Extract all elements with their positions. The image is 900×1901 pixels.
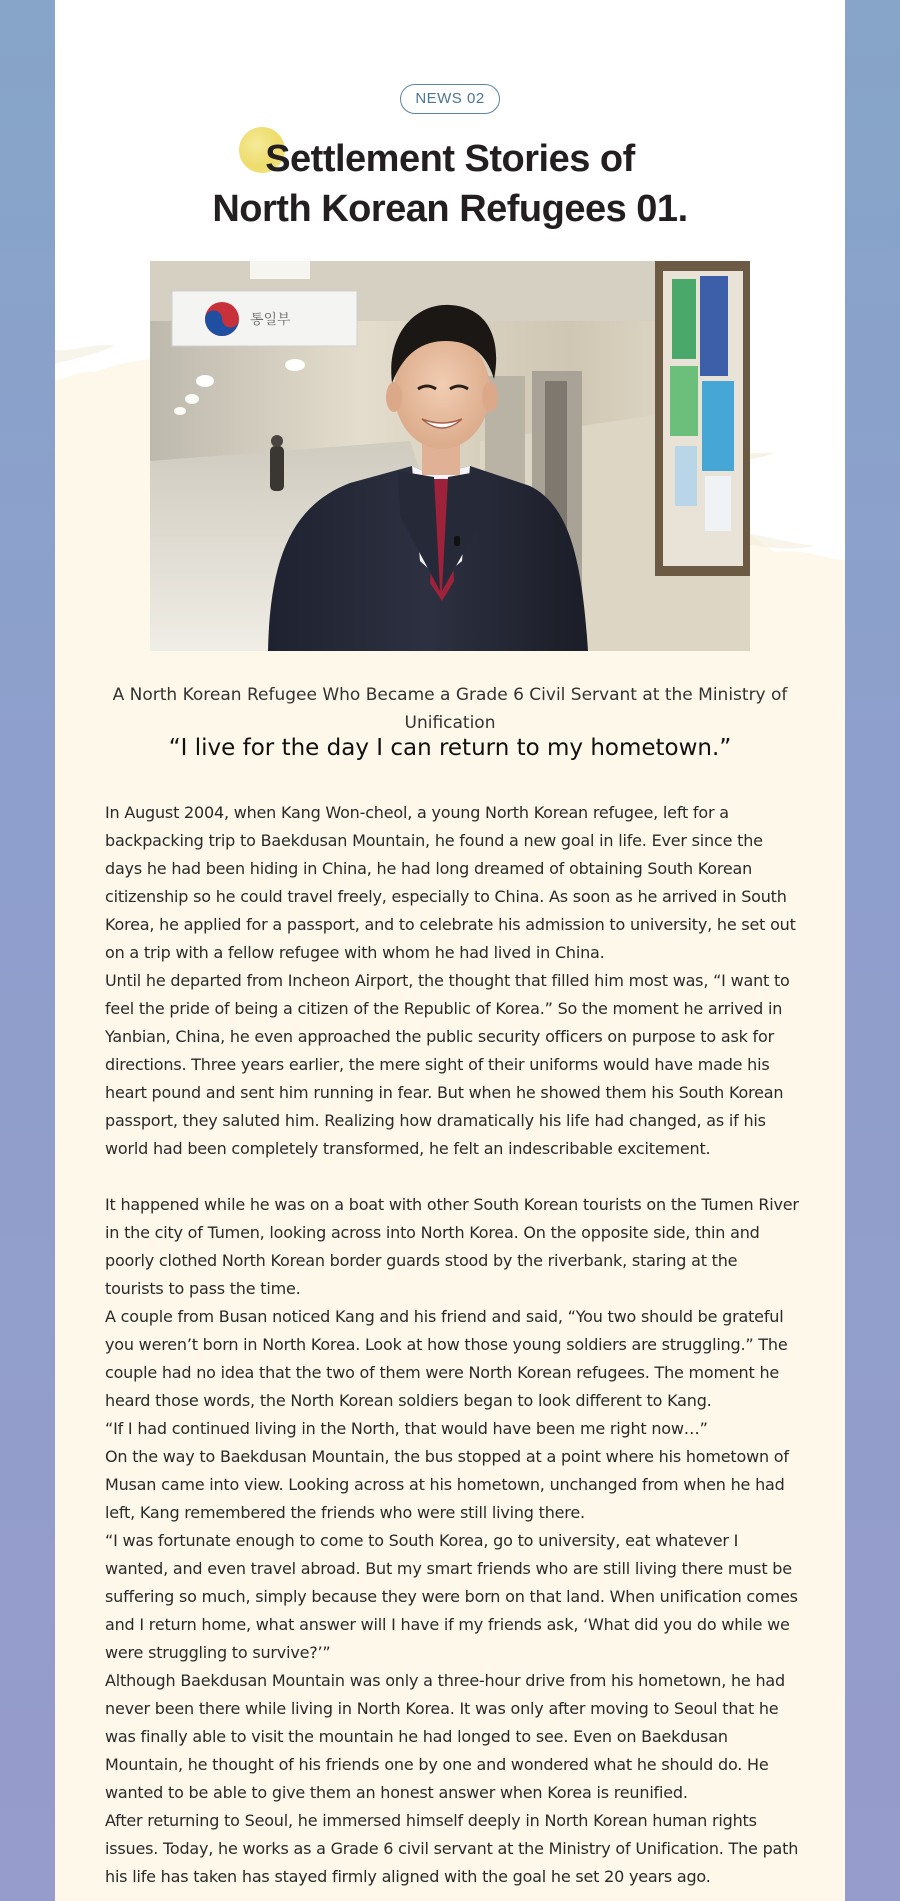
- caption-quote: “I live for the day I can return to my hometown.”: [168, 735, 732, 761]
- article-paragraph-3: It happened while he was on a boat with other South Korean tourists on the Tumen River in the city of Tumen, looking across into North Korea. On the opposite side, thin and poorly clothed North Korean border guards stood by the riverbank, staring at the tourists to pass the time.: [105, 1195, 799, 1298]
- article-body: [105, 799, 799, 1891]
- article-paragraph-6: On the way to Baekdusan Mountain, the bus stopped at a point where his hometown of Musan came into view. Looking across at his hometown, unchanged from when he had left, Kang remembered the friends who were still living there.: [105, 1447, 789, 1522]
- sign-text: 통일부: [250, 312, 291, 328]
- article-paragraph-4: A couple from Busan noticed Kang and his friend and said, “You two should be grateful you weren’t born in North Korea. Look at how those young soldiers are struggling.” The couple had no idea that the two of them were North Korean refugees. The moment he heard those words, the North Korean soldiers began to look different to Kang.: [105, 1307, 788, 1410]
- article-paragraph-9: After returning to Seoul, he immersed himself deeply in North Korean human rights issues. Today, he works as a Grade 6 civil servant at the Ministry of Unification. The path his life has taken has stayed firmly aligned with the goal he set 20 years ago.: [105, 1811, 799, 1886]
- paragraph-gap: [105, 1163, 799, 1191]
- article-paragraph-1: In August 2004, when Kang Won-cheol, a young North Korean refugee, left for a backpacking trip to Baekdusan Mountain, he found a new goal in life. Ever since the days he had been hiding in China, he had long dreamed of obtaining South Korean citizenship so he could travel freely, especially to China. As soon as he arrived in South Korea, he applied for a passport, and to celebrate his admission to university, he set out on a trip with a fellow refugee with whom he had lived in China.: [105, 803, 796, 962]
- article-paragraph-8: Although Baekdusan Mountain was only a three-hour drive from his hometown, he had never been there while living in North Korea. It was only after moving to Seoul that he was finally able to visit the mountain he had longed to see. Even on Baekdusan Mountain, he thought of his friends one by one and wondered what he should do. He wanted to be able to give them an honest answer when Korea is reunified.: [105, 1671, 785, 1802]
- article-paragraph-7: “I was fortunate enough to come to South Korea, go to university, eat whatever I wanted, and even travel abroad. But my smart friends who are still living there must be suffering so much, simply because they were born on that land. When unification comes and I return home, what answer will I have if my friends ask, ‘What did you do while we were struggling to survive?’”: [105, 1531, 798, 1662]
- title-container: [55, 134, 845, 234]
- badge-container: [55, 84, 845, 114]
- interview-photo: [150, 261, 750, 651]
- news-badge: NEWS 02: [400, 84, 499, 114]
- article-page: [55, 0, 845, 1901]
- article-paragraph-2: Until he departed from Incheon Airport, the thought that filled him most was, “I want to feel the pride of being a citizen of the Republic of Korea.” So the moment he arrived in Yanbian, China, he even approached the public security officers on purpose to ask for directions. Three years earlier, the mere sight of their uniforms would have made his heart pound and sent him running in fear. But when he showed them his South Korean passport, they saluted him. Realizing how dramatically his life had changed, as if his world had been completely transformed, he felt an indescribable excitement.: [105, 971, 790, 1158]
- article-paragraph-5: “If I had continued living in the North, that would have been me right now…”: [105, 1419, 708, 1438]
- page-title: [55, 134, 845, 234]
- title-line-2: North Korean Refugees 01.: [212, 188, 688, 230]
- caption-subtitle: A North Korean Refugee Who Became a Grade 6 Civil Servant at the Ministry of Unification: [112, 685, 788, 733]
- title-line-1: Settlement Stories of: [265, 138, 635, 180]
